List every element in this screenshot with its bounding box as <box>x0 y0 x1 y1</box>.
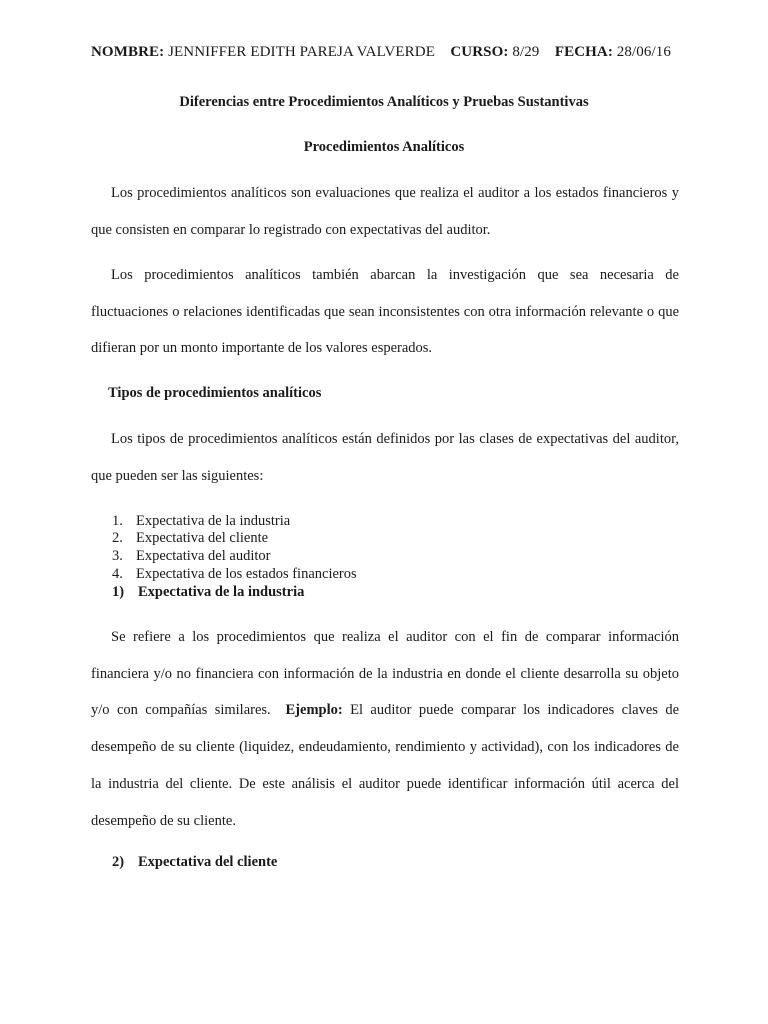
list-item-number: 1. <box>112 513 123 529</box>
section-title: Expectativa de la industria <box>138 584 305 600</box>
name-label: NOMBRE: <box>91 44 165 60</box>
industry-body-after: El auditor puede comparar los indicadores claves de desempeño de su cliente (liquidez, endeudamiento, rendimiento y actividad), con los indicadores de la industria del cliente. De este análisis el auditor puede identificar información útil acerca del desempeño de su cliente. <box>91 702 680 829</box>
industry-body-before: Se refiere a los procedimientos que realiza el auditor con el fin de comparar información financiera y/o no financiera con información de la industria en donde el cliente desarrolla su objeto y/o con compañías similares. <box>91 629 679 719</box>
section-heading-industry <box>112 584 304 601</box>
name-value: JENNIFFER EDITH PAREJA VALVERDE <box>168 44 435 60</box>
list-item <box>112 566 357 583</box>
section-heading-client <box>112 854 277 871</box>
course-label: CURSO: <box>450 44 509 60</box>
list-item-number: 4. <box>112 566 123 582</box>
header-line <box>91 44 671 61</box>
example-label: Ejemplo: <box>285 702 343 719</box>
types-heading: Tipos de procedimientos analíticos <box>108 385 322 401</box>
list-item <box>112 530 268 547</box>
paragraph-types-intro: Los tipos de procedimientos analíticos están definidos por las clases de expectativas del auditor, que pueden ser las siguientes: <box>91 431 679 484</box>
list-item <box>112 513 290 530</box>
section-title: Expectativa del cliente <box>138 854 278 870</box>
paragraph-definition: Los procedimientos analíticos son evaluaciones que realiza el auditor a los estados financieros y que consisten en comparar lo registrado con expectativas del auditor. <box>91 185 679 238</box>
paragraph-industry-expectation <box>91 619 679 839</box>
date-label: FECHA: <box>554 44 613 60</box>
list-item <box>112 548 270 565</box>
date-value: 28/06/16 <box>616 44 671 60</box>
list-item-text: Expectativa del auditor <box>136 548 271 564</box>
document-title: Diferencias entre Procedimientos Analíticos y Pruebas Sustantivas <box>179 94 589 110</box>
list-item-number: 3. <box>112 548 123 564</box>
list-item-number: 2. <box>112 530 123 546</box>
list-item-text: Expectativa de la industria <box>136 513 291 529</box>
course-value: 8/29 <box>512 44 540 60</box>
list-item-text: Expectativa de los estados financieros <box>136 566 357 582</box>
section-number: 1) <box>112 584 125 600</box>
section-heading-analytic-procedures: Procedimientos Analíticos <box>303 139 465 155</box>
section-number: 2) <box>112 854 125 870</box>
paragraph-investigation: Los procedimientos analíticos también abarcan la investigación que sea necesaria de fluctuaciones o relaciones identificadas que sean inconsistentes con otra información relevante o que difieran por un monto importante de los valores esperados. <box>91 267 679 357</box>
list-item-text: Expectativa del cliente <box>136 530 269 546</box>
